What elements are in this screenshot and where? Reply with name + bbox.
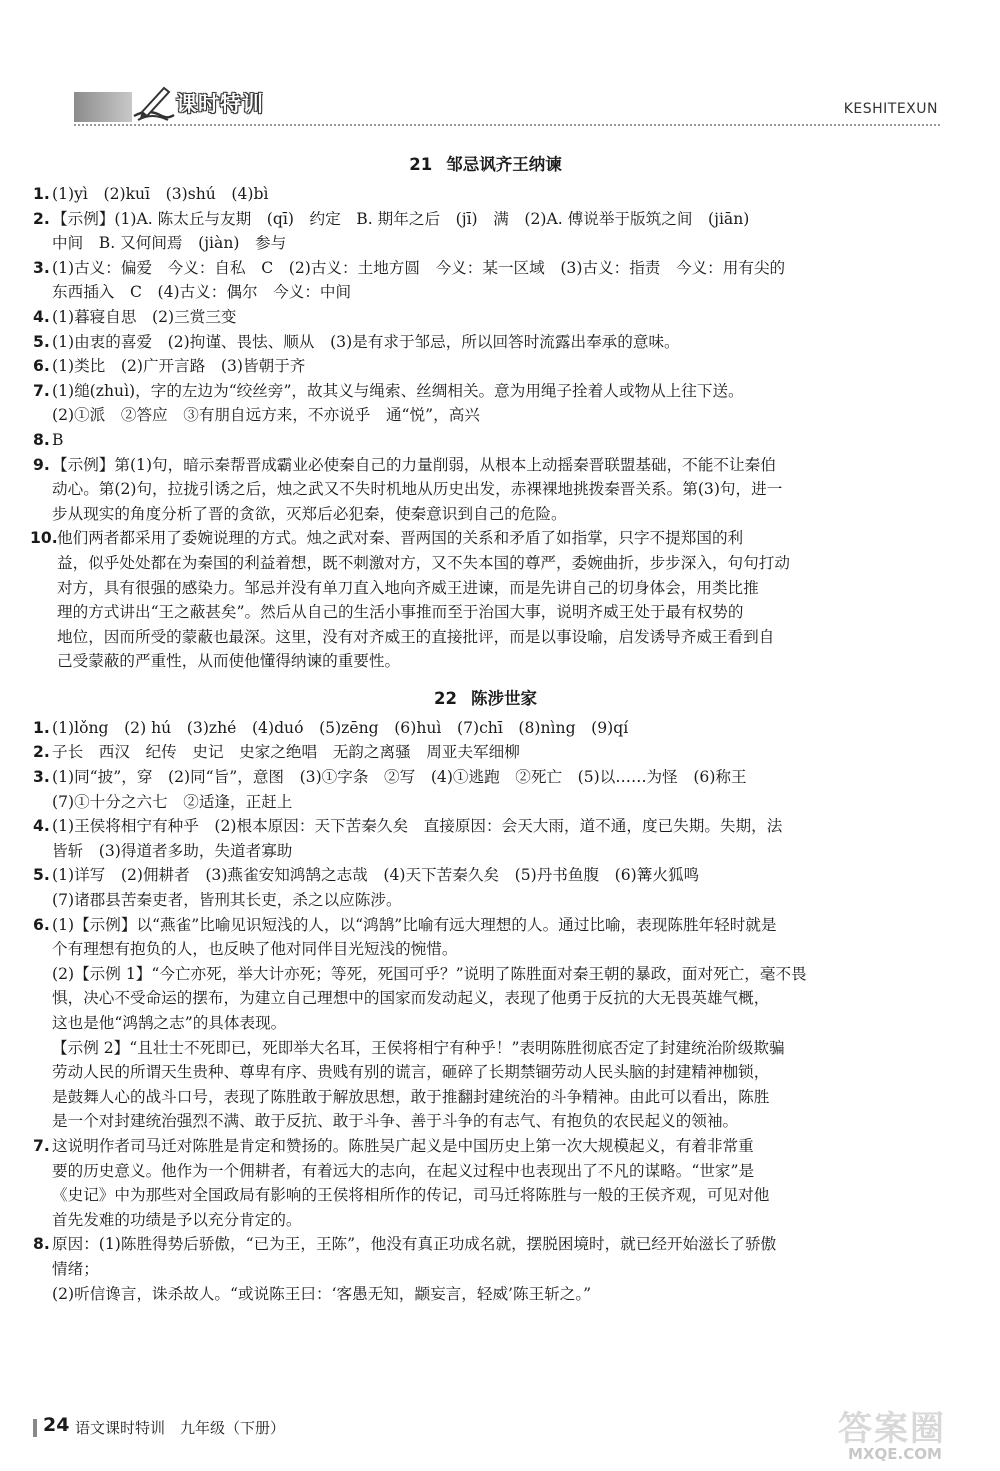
- item-number: 6.: [33, 357, 50, 376]
- answer-item: [33, 863, 938, 912]
- answer-item: [33, 814, 938, 863]
- item-number: 5.: [33, 332, 50, 351]
- header-gray-bar: [74, 92, 132, 122]
- answer-line: 步从现实的角度分析了晋的贪欲，灭郑后必犯秦，使秦意识到自己的危险。: [52, 504, 567, 523]
- item-number: 4.: [33, 817, 50, 836]
- section-gap: [33, 674, 938, 678]
- answer-line: 劳动人民的所谓天生贵种、尊卑有序、贵贱有别的谎言，砸碎了长期禁锢劳动人民头脑的封建精神枷锁，: [52, 1063, 770, 1082]
- answer-line: (1)详写 (2)佣耕者 (3)燕雀安知鸿鹄之志哉 (4)天下苦秦久矣 (5)丹书鱼腹 (6)篝火狐鸣: [52, 866, 700, 885]
- answer-item: [33, 379, 938, 428]
- answer-line: 子长 西汉 纪传 史记 史家之绝唱 无韵之离骚 周亚夫军细柳: [52, 743, 520, 762]
- answer-line: 【示例】(1)A. 陈太丘与友期 (qī) 约定 B. 期年之后 (jī) 满 (2)A. 傅说举于版筑之间 (jiān): [52, 209, 750, 228]
- answer-item: [33, 1134, 938, 1232]
- header-title: 课时特训: [176, 91, 264, 116]
- item-number: 2.: [33, 209, 50, 228]
- item-number: 6.: [33, 915, 50, 934]
- pen-book-icon: [128, 82, 180, 126]
- answer-line: 是鼓舞人心的战斗口号，表现了陈胜敢于解放思想，敢于推翻封建统治的斗争精神。由此可以看出，陈胜: [52, 1087, 770, 1106]
- answer-line: 惧，决心不受命运的摆布，为建立自己理想中的国家而发动起义，表现了他勇于反抗的大无畏英雄气概，: [52, 989, 770, 1008]
- watermark-url: MXQE.COM: [848, 1445, 942, 1463]
- watermark-text: 答案圈: [838, 1409, 946, 1449]
- answer-item: [33, 428, 938, 453]
- answer-line: 中间 B. 又何间焉 (jiàn) 参与: [52, 234, 287, 253]
- answer-line: 【示例】第(1)句，暗示秦帮晋成霸业必使秦自己的力量削弱，从根本上动摇秦晋联盟基础，不能不让秦伯: [52, 455, 776, 474]
- answer-item: [33, 182, 938, 207]
- answer-line: 己受蒙蔽的严重性，从而使他懂得纳谏的重要性。: [57, 652, 401, 671]
- answer-line: (2)①派 ②答应 ③有朋自远方来，不亦说乎 通“悦”，高兴: [52, 406, 480, 425]
- answer-line: (2)【示例 1】“今亡亦死，举大计亦死；等死，死国可乎？”说明了陈胜面对秦王朝的暴政，面对死亡，毫不畏: [52, 964, 807, 983]
- section-title: [33, 148, 938, 182]
- item-number: 9.: [33, 455, 50, 474]
- answer-line: 他们两者都采用了委婉说理的方式。烛之武对秦、晋两国的关系和矛盾了如指掌，只字不提郑国的利: [57, 529, 744, 548]
- answer-line: (2)听信谗言，诛杀故人。“或说陈王曰：‘客愚无知，颛妄言，轻威’陈王斩之。”: [52, 1284, 592, 1303]
- item-number: 7.: [33, 1136, 50, 1155]
- header-dotted-rule: [74, 124, 940, 126]
- answer-item: [33, 765, 938, 814]
- answer-line: 益，似乎处处都在为秦国的利益着想，既不刺激对方，又不失本国的尊严，委婉曲折，步步深入，句句打动: [57, 553, 790, 572]
- answer-line: 动心。第(2)句，拉拢引诱之后，烛之武又不失时机地从历史出发，赤裸裸地挑拨秦晋关系。第(3)句，进一: [52, 480, 783, 499]
- item-number: 1.: [33, 185, 50, 203]
- item-number: 10.: [30, 529, 58, 548]
- answer-line: 理的方式讲出“王之蔽甚矣”。然后从自己的生活小事推而至于治国大事，说明齐威王处于最有权势的: [57, 603, 744, 622]
- answer-item: [33, 913, 938, 1134]
- section-title: [33, 682, 938, 716]
- item-number: 3.: [33, 768, 50, 787]
- section-heading: 邹忌讽齐王纳谏: [446, 155, 562, 174]
- answer-line: (1)缒(zhuì)，字的左边为“绞丝旁”，故其义与绳索、丝绸相关。意为用绳子拴着人或物从上往下送。: [52, 381, 744, 400]
- answer-item: [33, 207, 938, 256]
- answer-line: 《史记》中为那些对全国政局有影响的王侯将相所作的传记，司马迁将陈胜与一般的王侯齐观，可见对他: [52, 1186, 770, 1205]
- section-number: 22: [434, 688, 457, 708]
- answer-content: [30, 148, 938, 1306]
- answer-line: (1)暮寝自思 (2)三赏三变: [52, 307, 237, 326]
- answer-line: (1)类比 (2)广开言路 (3)皆朝于齐: [52, 357, 306, 376]
- answer-line: 对方，具有很强的感染力。邹忌并没有单刀直入地向齐威王进谏，而是先讲自己的切身体会，用类比推: [57, 578, 759, 597]
- answer-line: (1)由衷的喜爱 (2)拘谨、畏怯、顺从 (3)是有求于邹忌，所以回答时流露出奉承的意味。: [52, 332, 680, 351]
- answer-item: [33, 256, 938, 305]
- answer-line: (7)①十分之六七 ②适逢，正赶上: [52, 792, 293, 811]
- watermark: [830, 1395, 980, 1465]
- answer-item: [33, 1232, 938, 1306]
- answer-item: [33, 354, 938, 379]
- answer-line: 东西插入 C (4)古义：偶尔 今义：中间: [52, 283, 352, 302]
- item-number: 5.: [33, 866, 50, 885]
- item-number: 7.: [33, 381, 50, 400]
- answer-line: (1)同“披”，穿 (2)同“旨”，意图 (3)①字条 ②写 (4)①逃跑 ②死亡 (5)以……为怪 (6)称王: [52, 768, 747, 787]
- item-number: 3.: [33, 258, 50, 277]
- header-latin-title: KESHITEXUN: [843, 101, 938, 117]
- answer-line: 要的历史意义。他作为一个佣耕者，有着远大的志向，在起义过程中也表现出了不凡的谋略。“世家”是: [52, 1161, 755, 1180]
- answer-line: 这说明作者司马迁对陈胜是肯定和赞扬的。陈胜吴广起义是中国历史上第一次大规模起义，有着非常重: [52, 1136, 754, 1155]
- answer-line: 是一个对封建统治强烈不满、敢于反抗、敢于斗争、善于斗争的有志气、有抱负的农民起义的领袖。: [52, 1112, 739, 1131]
- answer-line: 情绪；: [52, 1259, 99, 1278]
- item-number: 4.: [33, 307, 50, 326]
- answer-line: 个有理想有抱负的人，也反映了他对同伴目光短浅的惋惜。: [52, 940, 458, 959]
- answer-item: [33, 330, 938, 355]
- answer-line: (1)王侯将相宁有种乎 (2)根本原因：天下苦秦久矣 直接原因：会天大雨，道不通，度已失期。失期，法: [52, 817, 783, 836]
- answer-line: (1)lǒng (2) hú (3)zhé (4)duó (5)zēng (6)huì (7)chī (8)nìng (9)qí: [52, 718, 629, 737]
- section-heading: 陈涉世家: [470, 688, 537, 708]
- answer-line: (1)【示例】以“燕雀”比喻见识短浅的人，以“鸿鹄”比喻有远大理想的人。通过比喻，表现陈胜年轻时就是: [52, 915, 777, 934]
- answer-line: (1)yì (2)kuī (3)shú (4)bì: [52, 185, 269, 203]
- answer-item: [33, 305, 938, 330]
- answer-line: 首先发难的功绩是予以充分肯定的。: [52, 1210, 302, 1229]
- answer-item: [30, 526, 938, 674]
- answer-item: [33, 716, 938, 741]
- answer-line: (7)诸郡县苦秦吏者，皆刑其长吏，杀之以应陈涉。: [52, 891, 402, 910]
- footer-bar: [33, 1419, 37, 1437]
- answer-item: [33, 740, 938, 765]
- book-title: 语文课时特训 九年级（下册）: [75, 1419, 286, 1437]
- answer-line: (1)古义：偏爱 今义：自私 C (2)古义：土地方圆 今义：某一区域 (3)古义：指责 今义：用有尖的: [52, 258, 786, 277]
- page-header: [0, 0, 1000, 140]
- item-number: 8.: [33, 430, 50, 449]
- answer-line: 原因：(1)陈胜得势后骄傲，“已为王，王陈”，他没有真正功成名就，摆脱困境时，就已经开始滋长了骄傲: [52, 1235, 777, 1254]
- page-number: 24: [43, 1414, 70, 1436]
- item-number: 8.: [33, 1235, 50, 1254]
- answer-item: [33, 453, 938, 527]
- item-number: 1.: [33, 718, 50, 737]
- answer-line: 【示例 2】“且壮士不死即已，死即举大名耳，王侯将相宁有种乎！”表明陈胜彻底否定了封建统治阶级欺骗: [52, 1038, 785, 1057]
- answer-line: 这也是他“鸿鹄之志”的具体表现。: [52, 1014, 287, 1032]
- answer-line: B: [52, 430, 64, 449]
- item-number: 2.: [33, 743, 50, 762]
- answer-line: 皆斩 (3)得道者多助，失道者寡助: [52, 841, 293, 860]
- answer-line: 地位，因而所受的蒙蔽也最深。这里，没有对齐威王的直接批评，而是以事设喻，启发诱导齐威王看到自: [57, 627, 775, 646]
- section-number: 21: [409, 155, 433, 174]
